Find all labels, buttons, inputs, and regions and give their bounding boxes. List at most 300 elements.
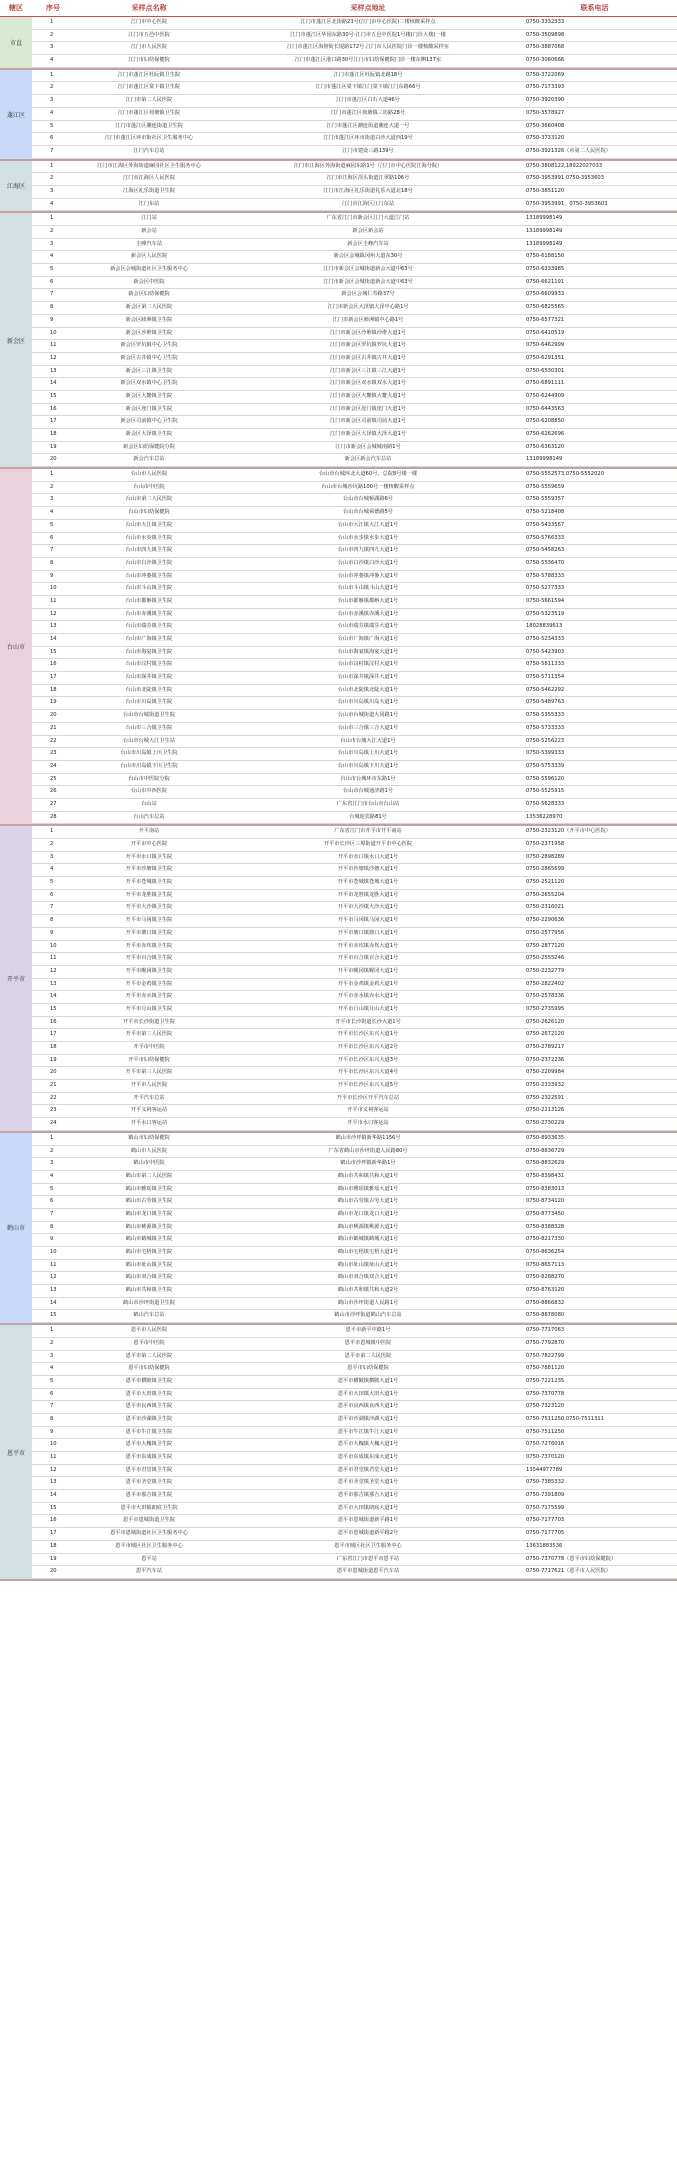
table-row <box>32 469 677 482</box>
cell-name: 新会区第二人民医院 <box>125 304 173 311</box>
cell-no: 11 <box>50 597 57 604</box>
cell-addr: 鹤山市沙坪街道鹤山汽车总站 <box>334 1312 402 1319</box>
cell-name: 开平南站 <box>138 828 160 835</box>
cell-tel: 0750-7385332 <box>526 1479 565 1486</box>
cell-no: 13 <box>50 1479 57 1486</box>
cell-addr: 开平市长沙街道长沙大道1号 <box>335 1018 401 1025</box>
cell-addr: 开平市长沙区开平汽车总站 <box>336 1094 400 1101</box>
district-label: 台山市 <box>0 469 32 824</box>
cell-addr: 江门市蓬江区荷塘镇三坊路28号 <box>330 109 406 116</box>
cell-tel: 0750-2521120 <box>526 879 565 886</box>
district-label: 恩平市 <box>0 1325 32 1579</box>
table-row <box>32 302 677 315</box>
cell-tel: 0750-6262696 <box>526 431 565 437</box>
cell-tel: 0750-2789217 <box>526 1044 565 1050</box>
cell-no: 1 <box>50 1134 54 1141</box>
cell-addr: 新会区会城镇冈州大道东30号 <box>333 253 403 260</box>
cell-no: 8 <box>50 304 54 311</box>
cell-name: 江门市江海区外海街道麻园社区卫生服务中心 <box>97 162 201 169</box>
cell-tel: 13631883536 <box>526 1542 563 1549</box>
cell-name: 台山市北陡镇卫生院 <box>125 686 173 693</box>
cell-addr: 恩平市恩城镇中医院 <box>344 1339 392 1346</box>
table-row <box>32 353 677 366</box>
cell-no: 19 <box>50 1056 57 1063</box>
cell-name: 开平市赤水镇卫生院 <box>125 993 173 1000</box>
cell-tel: 0750-7717621（恩平市人民医院） <box>526 1568 611 1575</box>
cell-no: 11 <box>50 955 57 962</box>
cell-name: 恩平汽车站 <box>136 1568 162 1575</box>
cell-no: 24 <box>50 1120 57 1127</box>
cell-tel: 0750-3332333 <box>526 19 565 25</box>
cell-name: 开平市第二人民医院 <box>125 1031 173 1038</box>
cell-addr: 恩平市恩城街道新平路1号 <box>337 1517 399 1524</box>
cell-tel: 0750-3808122,18922027033 <box>526 162 603 169</box>
cell-name: 恩平市圣堂镇卫生院 <box>125 1479 173 1486</box>
cell-no: 15 <box>50 1312 57 1319</box>
cell-addr: 开平市长沙区东兴大道5号 <box>337 1082 399 1089</box>
table-row <box>32 315 677 328</box>
table-row <box>32 239 677 252</box>
cell-no: 2 <box>50 31 54 38</box>
cell-name: 开平市人民医院 <box>130 1082 168 1089</box>
table-row <box>32 799 677 812</box>
cell-no: 4 <box>50 1365 54 1372</box>
cell-no: 5 <box>50 521 54 528</box>
table-row <box>32 199 677 212</box>
table-header <box>0 0 677 17</box>
cell-no: 4 <box>50 57 54 64</box>
table-row <box>32 1171 677 1184</box>
table-row <box>32 1080 677 1093</box>
cell-addr: 江门市新会区司前镇司前大道1号 <box>330 418 406 425</box>
cell-tel: 0750-2372236 <box>526 1056 565 1063</box>
table-row <box>32 391 677 404</box>
cell-tel: 0750-7370778 <box>526 1390 565 1397</box>
cell-no: 19 <box>50 1555 57 1562</box>
cell-tel: 0750-7822799 <box>526 1352 565 1359</box>
cell-tel: 0750-3953991，0750-3953603 <box>526 200 608 207</box>
cell-name: 台山市赤溪镇卫生院 <box>125 610 173 617</box>
cell-addr: 江门市新会区沙堆镇沙堆大道1号 <box>330 329 406 336</box>
cell-name: 开平市龙胜镇卫生院 <box>125 891 173 898</box>
cell-name: 台山市妇幼保健院 <box>128 509 170 516</box>
cell-no: 3 <box>50 1160 54 1167</box>
cell-name: 新会汽车总站 <box>133 456 165 463</box>
cell-tel: 0750-3921326（市第二人民医院） <box>526 147 611 154</box>
cell-addr: 恩平市那吉镇那吉大道1号 <box>337 1492 399 1499</box>
cell-addr: 江门市江海区滘头街道江翠路106号 <box>326 175 410 182</box>
cell-tel: 0750-5559659 <box>526 483 565 490</box>
table-row <box>32 95 677 108</box>
cell-no: 4 <box>50 1172 54 1179</box>
cell-addr: 开平市大沙镇大沙大道1号 <box>337 904 399 911</box>
cell-addr: 台山市台城街道大同路1号 <box>337 712 399 719</box>
cell-no: 5 <box>50 266 54 273</box>
cell-addr: 恩平市君堂镇君堂大道1号 <box>337 1466 399 1473</box>
cell-name: 鹤山市人民医院 <box>130 1147 168 1154</box>
table-row <box>32 1298 677 1311</box>
cell-name: 台山市中西医院 <box>130 788 168 795</box>
table-row <box>32 1310 677 1323</box>
cell-no: 15 <box>50 648 57 655</box>
cell-tel: 0750-8398431 <box>526 1172 565 1179</box>
cell-no: 8 <box>50 1415 54 1422</box>
cell-name: 开平市苍城镇卫生院 <box>125 879 173 886</box>
cell-no: 22 <box>50 737 57 744</box>
table-row <box>32 1285 677 1298</box>
cell-name: 新会区妇幼保健院分院 <box>123 443 175 450</box>
table-row <box>32 1209 677 1222</box>
cell-name: 江门站 <box>141 215 157 222</box>
table-row <box>32 1515 677 1528</box>
cell-no: 18 <box>50 431 57 437</box>
cell-addr: 台山市川岛镇川岛大道1号 <box>337 699 399 706</box>
cell-addr: 鹤山市沙坪镇新华路1156号 <box>335 1134 401 1141</box>
table-row <box>32 1554 677 1567</box>
cell-name: 新会区司前镇中心卫生院 <box>120 418 178 425</box>
district-label: 鹤山市 <box>0 1133 32 1323</box>
cell-name: 恩平市牛江镇卫生院 <box>125 1428 173 1435</box>
cell-addr: 新会区新会汽车总站 <box>344 456 392 463</box>
cell-no: 15 <box>50 1504 57 1511</box>
table-row <box>32 774 677 787</box>
cell-addr: 恩平市恩城街道恩平汽车站 <box>336 1568 400 1575</box>
table-row <box>32 533 677 546</box>
cell-name: 台山市海宴镇卫生院 <box>125 648 173 655</box>
cell-addr: 江门市新会区大泽镇大泽中心路1号 <box>327 304 409 311</box>
district-label: 市直 <box>0 17 32 68</box>
cell-tel: 0750-2577956 <box>526 929 565 936</box>
cell-name: 开平市百合镇卫生院 <box>125 955 173 962</box>
cell-addr: 江门市蓬江区海傍街长堤路172号·江门市人民医院门诊一楼核酸采样室 <box>287 44 449 51</box>
header-addr: 采样点地址 <box>350 4 386 12</box>
cell-name: 台山市白沙镇卫生院 <box>125 559 173 566</box>
district-label: 新会区 <box>0 213 32 467</box>
cell-addr: 台山市汶村镇汶村大道1号 <box>337 661 399 668</box>
cell-tel: 0750-3578927 <box>526 109 565 116</box>
cell-name: 开平市金鸡镇卫生院 <box>125 980 173 987</box>
table-row <box>32 1055 677 1068</box>
cell-no: 11 <box>50 342 57 349</box>
cell-addr: 台山市斗山镇斗山大道1号 <box>337 585 399 592</box>
cell-tel: 0750-8288270 <box>526 1274 565 1281</box>
cell-name: 圭峰汽车站 <box>136 240 162 247</box>
cell-name: 鹤山市鹤城镇卫生院 <box>125 1236 173 1243</box>
cell-name: 恩平站 <box>141 1555 157 1562</box>
table-row <box>32 277 677 290</box>
cell-name: 鹤山市双合镇卫生院 <box>125 1274 173 1281</box>
cell-tel: 0750-3851120 <box>526 187 565 194</box>
cell-no: 2 <box>50 175 54 182</box>
cell-name: 开平义祠客运站 <box>130 1107 168 1114</box>
cell-no: 18 <box>50 1044 57 1050</box>
cell-addr: 开平市长沙区东兴大道4号 <box>337 1069 399 1076</box>
cell-no: 4 <box>50 253 54 260</box>
cell-name: 台山市台城大江卫生站 <box>123 737 175 744</box>
cell-name: 台山市第二人民医院 <box>125 496 173 503</box>
cell-name: 新会区会城街道社区卫生服务中心 <box>110 266 188 273</box>
district-section <box>0 826 677 1133</box>
cell-tel: 0750-6891111 <box>526 380 565 387</box>
cell-addr: 江门市蓬江区华园东路30号·江门市五邑中医院1号楼(门诊大楼)一楼 <box>290 31 446 38</box>
cell-name: 开平市塘口镇卫生院 <box>125 929 173 936</box>
cell-addr: 恩平市良西镇良西大道1号 <box>337 1403 399 1410</box>
table-row <box>32 1067 677 1080</box>
cell-tel: 0750-8763120 <box>526 1287 565 1294</box>
cell-addr: 台山市川岛镇上川大道1号 <box>337 750 399 757</box>
cell-addr: 台山市北陡镇北陡大道1号 <box>337 686 399 693</box>
table-row <box>32 404 677 417</box>
cell-tel: 13536228970 <box>526 813 563 820</box>
cell-name: 新会站 <box>141 228 157 234</box>
table-row <box>32 186 677 199</box>
cell-addr: 台山市端芬镇端芬大道1号 <box>337 623 399 630</box>
table-row <box>32 494 677 507</box>
cell-tel: 0750-6333985 <box>526 266 565 273</box>
cell-name: 新会区大鳌镇卫生院 <box>125 392 173 399</box>
table-row <box>32 366 677 379</box>
cell-tel: 0750-2877120 <box>526 942 565 949</box>
district-section <box>0 70 677 161</box>
cell-addr: 开平市义祠客运站 <box>347 1107 389 1114</box>
cell-no: 8 <box>50 917 54 924</box>
cell-no: 20 <box>50 1568 57 1575</box>
cell-no: 10 <box>50 942 57 949</box>
cell-addr: 江门市蓬江区潮连街道潮连大道一号 <box>326 122 410 129</box>
cell-addr: 开平市月山镇月山大道1号 <box>337 1005 399 1012</box>
cell-tel: 0750-5423903 <box>526 648 565 655</box>
cell-tel: 0750-8933635 <box>526 1134 565 1141</box>
cell-tel: 0750-2323120（开平市中心医院） <box>526 828 611 835</box>
cell-tel: 0750-8657113 <box>526 1261 565 1268</box>
cell-no: 7 <box>50 904 54 911</box>
cell-name: 新会区大泽镇卫生院 <box>125 431 173 437</box>
cell-name: 恩平市中医院 <box>133 1339 165 1346</box>
cell-name: 台山站 <box>141 800 157 807</box>
cell-addr: 江门市新会区睦洲镇中心路1号 <box>332 316 404 323</box>
table-row <box>32 710 677 723</box>
cell-tel: 0750-5355333 <box>526 712 565 719</box>
cell-tel: 0750-2232779 <box>526 967 565 974</box>
cell-name: 台山汽车总站 <box>133 813 165 820</box>
cell-name: 新会区双水镇中心卫生院 <box>120 380 178 387</box>
cell-name: 恩平市恩城街道卫生院 <box>123 1517 175 1524</box>
cell-no: 11 <box>50 1454 57 1460</box>
table-row <box>32 902 677 915</box>
cell-no: 7 <box>50 1210 54 1217</box>
cell-addr: 江门市新会区会城街道新会大道中63号 <box>323 278 413 285</box>
cell-no: 9 <box>50 1428 54 1435</box>
cell-name: 恩平市妇幼保健院 <box>128 1365 170 1372</box>
cell-no: 20 <box>50 712 57 719</box>
cell-addr: 江门市江海区礼乐街道礼乐大道北18号 <box>323 187 413 194</box>
cell-no: 4 <box>50 866 54 873</box>
table-row <box>32 991 677 1004</box>
cell-tel: 0750-7391809 <box>526 1492 565 1499</box>
cell-tel: 0750-2672120 <box>526 1031 565 1038</box>
cell-addr: 江门市建设三路139号 <box>342 147 394 154</box>
cell-tel: 0750-5323519 <box>526 610 565 617</box>
cell-tel: 0750-2655204 <box>526 891 565 898</box>
cell-tel: 0750-5462292 <box>526 686 565 693</box>
cell-name: 恩平市第二人民医院 <box>125 1352 173 1359</box>
cell-tel: 18028839613 <box>526 623 563 630</box>
table-row <box>32 226 677 239</box>
cell-no: 1 <box>50 19 54 25</box>
table-row <box>32 429 677 442</box>
cell-addr: 江门市江海区江门东站 <box>342 200 394 207</box>
cell-no: 19 <box>50 699 57 706</box>
table-row <box>32 454 677 467</box>
cell-tel: 13189998149 <box>526 215 563 222</box>
cell-addr: 恩平市沙湖镇沙湖大道1号 <box>337 1415 399 1422</box>
cell-addr: 台山市深井镇深井大道1号 <box>337 674 399 681</box>
cell-tel: 0750-7717063 <box>526 1327 565 1334</box>
cell-no: 15 <box>50 392 57 399</box>
cell-tel: 0750-2735995 <box>526 1005 565 1012</box>
cell-name: 开平市大沙镇卫生院 <box>125 904 173 911</box>
cell-name: 江门市五邑中医院 <box>128 31 170 38</box>
cell-no: 10 <box>50 1441 57 1448</box>
cell-no: 14 <box>50 1299 57 1306</box>
cell-addr: 鹤山市古劳镇古劳大道1号 <box>337 1198 399 1205</box>
cell-tel: 0750-7177703 <box>526 1517 565 1524</box>
cell-tel: 0750-3060666 <box>526 57 565 64</box>
cell-name: 恩平市恩城街道社区卫生服务中心 <box>110 1530 188 1537</box>
cell-tel: 0750-5433567 <box>526 521 565 528</box>
cell-no: 8 <box>50 1223 54 1230</box>
cell-name: 江门市中心医院 <box>130 19 168 25</box>
cell-addr: 台山市台城环市东路1号 <box>340 775 396 782</box>
cell-tel: 0750-8836729 <box>526 1147 565 1154</box>
cell-addr: 台山市都斛镇都斛大道1号 <box>337 597 399 604</box>
cell-no: 1 <box>50 828 54 835</box>
cell-addr: 开平市塘口镇塘口大道1号 <box>337 929 399 936</box>
cell-tel: 0750-6363120 <box>526 443 565 450</box>
cell-tel: 13189998149 <box>526 240 563 247</box>
cell-addr: 恩平市东成镇东成大道1号 <box>337 1454 399 1460</box>
cell-name: 江门市蓬江区潮连街道卫生院 <box>115 122 183 129</box>
cell-addr: 台山市四九镇四九大道1号 <box>337 547 399 554</box>
cell-addr: 广东省鹤山市沙坪街道人民路80号 <box>328 1147 408 1154</box>
table-row <box>32 1105 677 1118</box>
cell-no: 2 <box>50 84 54 91</box>
cell-name: 台山市广海镇卫生院 <box>125 636 173 642</box>
district-section <box>0 161 677 214</box>
cell-tel: 0750-2290636 <box>526 917 565 924</box>
cell-tel: 0750-6188150 <box>526 253 565 260</box>
cell-tel: 0750-2322591 <box>526 1094 565 1101</box>
cell-name: 台山市台城街道卫生院 <box>123 712 175 719</box>
cell-no: 6 <box>50 891 54 898</box>
cell-addr: 台山市三合镇三合大道1号 <box>337 724 399 731</box>
cell-name: 开平水口客运站 <box>130 1120 168 1127</box>
cell-name: 开平汽车总站 <box>133 1094 165 1101</box>
cell-addr: 鹤山市龙口镇龙口大道1号 <box>337 1210 399 1217</box>
cell-no: 17 <box>50 674 57 681</box>
table-row <box>32 1247 677 1260</box>
table-row <box>32 121 677 134</box>
cell-tel: 0750-5628333 <box>526 800 565 807</box>
cell-addr: 鹤山市鹤城镇鹤城大道1号 <box>337 1236 399 1243</box>
cell-name: 台山市四九镇卫生院 <box>125 547 173 554</box>
cell-no: 17 <box>50 418 57 425</box>
cell-addr: 江门市蓬江区杜阮镇北路18号 <box>333 71 403 78</box>
cell-name: 江门市人民医院 <box>130 44 168 51</box>
cell-addr: 开平市金鸡镇金鸡大道1号 <box>337 980 399 987</box>
district-section <box>0 17 677 70</box>
cell-name: 新会区罗坑镇中心卫生院 <box>120 342 178 349</box>
cell-tel: 0750-5788333 <box>526 572 565 579</box>
cell-name: 恩平市良西镇卫生院 <box>125 1403 173 1410</box>
cell-tel: 13189998149 <box>526 456 563 463</box>
cell-tel: 0750-5753339 <box>526 762 565 769</box>
cell-tel: 0750-8878080 <box>526 1312 565 1319</box>
cell-no: 5 <box>50 879 54 886</box>
table-row <box>32 1477 677 1490</box>
cell-no: 14 <box>50 380 57 387</box>
cell-addr: 江门市新会区大鳌镇大鳌大道1号 <box>330 392 406 399</box>
table-row <box>32 340 677 353</box>
table-row <box>32 736 677 749</box>
table-row <box>32 1503 677 1516</box>
cell-addr: 开平市长沙区东兴大道2号 <box>337 1044 399 1050</box>
cell-addr: 新会区新会站 <box>352 228 384 234</box>
cell-name: 新会区中医院 <box>133 278 165 285</box>
cell-addr: 恩平市大槐镇大槐大道1号 <box>337 1441 399 1448</box>
table-row <box>32 70 677 83</box>
cell-addr: 鹤山市桃源镇桃源大道1号 <box>337 1223 399 1230</box>
table-row <box>32 1133 677 1146</box>
cell-tel: 0750-2316021 <box>526 904 565 911</box>
cell-no: 16 <box>50 1517 57 1524</box>
cell-no: 12 <box>50 1466 57 1473</box>
cell-no: 18 <box>50 1542 57 1549</box>
cell-tel: 0750-5234333 <box>526 636 565 642</box>
cell-name: 鹤山市共和镇卫生院 <box>125 1287 173 1294</box>
cell-addr: 恩平市城区社区卫生服务中心 <box>334 1542 402 1549</box>
cell-addr: 开平市长沙区三埠街道开平市中心医院 <box>323 841 413 847</box>
cell-addr: 恩平市圣堂镇圣堂大道1号 <box>337 1479 399 1486</box>
table-row <box>32 634 677 647</box>
table-row <box>32 852 677 865</box>
table-row <box>32 966 677 979</box>
table-row <box>32 161 677 174</box>
cell-name: 恩平市东成镇卫生院 <box>125 1454 173 1460</box>
table-row <box>32 1338 677 1351</box>
cell-name: 恩平市大田镇卫生院 <box>125 1390 173 1397</box>
cell-name: 开平市马冈镇卫生院 <box>125 917 173 924</box>
table-row <box>32 482 677 495</box>
cell-tel: 0750-5399333 <box>526 750 565 757</box>
cell-addr: 台山市台城桥湖路6号 <box>343 496 393 503</box>
cell-no: 6 <box>50 534 54 541</box>
table-row <box>32 953 677 966</box>
cell-tel: 0750-5552573,0750-5552020 <box>526 471 605 478</box>
cell-tel: 0750-8383013 <box>526 1185 565 1192</box>
table-row <box>32 877 677 890</box>
table-row <box>32 213 677 226</box>
table-row <box>32 507 677 520</box>
table-row <box>32 609 677 622</box>
cell-tel: 0750-7881120 <box>526 1365 565 1372</box>
cell-tel: 13189998149 <box>526 228 563 234</box>
cell-tel: 0750-8773450 <box>526 1210 565 1217</box>
cell-addr: 台山市台城舜德路5号 <box>343 509 393 516</box>
cell-no: 11 <box>50 1261 57 1268</box>
cell-no: 21 <box>50 724 57 731</box>
table-row <box>32 55 677 68</box>
